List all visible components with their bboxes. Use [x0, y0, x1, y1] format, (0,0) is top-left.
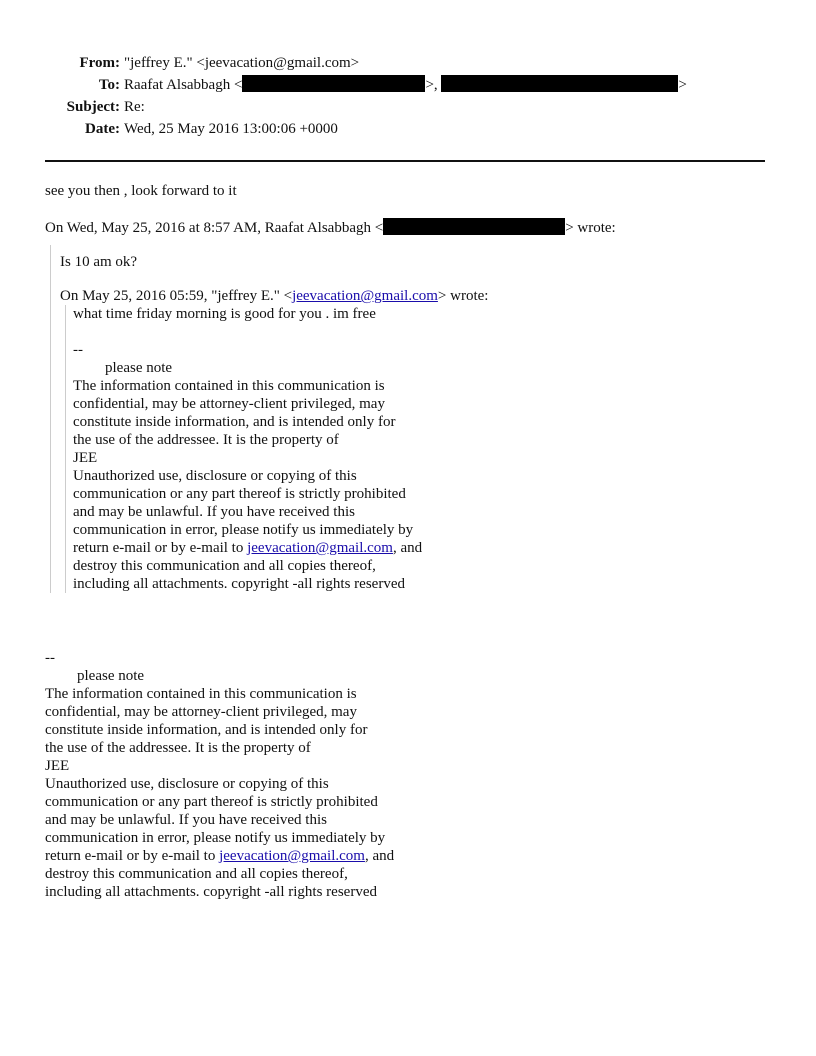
disclaimer-line: confidential, may be attorney-client privileged, may: [45, 704, 357, 720]
disclaimer-line: including all attachments. copyright -all rights reserved: [73, 576, 405, 592]
from-value: "jeffrey E." <jeevacation@gmail.com>: [124, 55, 360, 71]
to-value: [124, 74, 687, 96]
disclaimer-email-line: [45, 847, 775, 865]
header-divider: [45, 160, 765, 162]
disclaimer-line: and may be unlawful. If you have received this: [45, 812, 327, 828]
disclaimer-line: destroy this communication and all copies thereof,: [73, 558, 376, 574]
disclaimer-prefix: return e-mail or by e-mail to: [45, 848, 220, 864]
disclaimer-email-line: [73, 539, 775, 557]
reply-text: see you then , look forward to it: [45, 183, 237, 199]
disclaimer-suffix: , and: [364, 848, 395, 864]
disclaimer-line: constitute inside information, and is intended only for: [73, 414, 396, 430]
attribution-prefix: On May 25, 2016 05:59, "jeffrey E." <: [60, 288, 293, 304]
to-label: To:: [98, 77, 120, 93]
disclaimer-line: communication or any part thereof is strictly prohibited: [73, 486, 406, 502]
disclaimer-line: JEE: [73, 450, 98, 466]
disclaimer-line: Unauthorized use, disclosure or copying of this: [73, 468, 357, 484]
disclaimer-line: constitute inside information, and is intended only for: [45, 722, 368, 738]
disclaimer-line: Unauthorized use, disclosure or copying of this: [45, 776, 329, 792]
subject-value: Re:: [124, 99, 145, 115]
subject-row: [0, 96, 816, 118]
attribution-prefix: On Wed, May 25, 2016 at 8:57 AM, Raafat Alsabbagh <: [45, 220, 384, 236]
disclaimer-line: communication in error, please notify us immediately by: [73, 522, 414, 538]
disclaimer-line: including all attachments. copyright -all rights reserved: [45, 884, 377, 900]
date-row: [0, 118, 816, 140]
signature-dashes: --: [73, 342, 83, 358]
disclaimer-line: The information contained in this communication is: [73, 378, 385, 394]
disclaimer-line: communication in error, please notify us immediately by: [45, 830, 386, 846]
signature-note: please note: [77, 668, 145, 684]
signature-block: [73, 341, 775, 593]
disclaimer-line: The information contained in this communication is: [45, 686, 357, 702]
to-row: [0, 74, 816, 96]
signature-dashes: --: [45, 650, 55, 666]
disclaimer-suffix: , and: [392, 540, 423, 556]
quoted-text: what time friday morning is good for you . im free: [73, 306, 376, 322]
email-link[interactable]: jeevacation@gmail.com: [219, 848, 365, 864]
email-link[interactable]: jeevacation@gmail.com: [292, 288, 438, 304]
from-row: [0, 52, 816, 74]
disclaimer-line: confidential, may be attorney-client privileged, may: [73, 396, 385, 412]
quoted-message: [50, 245, 775, 593]
signature-note: please note: [105, 360, 173, 376]
quoted-text: Is 10 am ok?: [60, 254, 138, 270]
disclaimer-line: the use of the addressee. It is the property of: [45, 740, 311, 756]
disclaimer-line: destroy this communication and all copies thereof,: [45, 866, 348, 882]
redaction-box: [441, 75, 678, 92]
disclaimer-line: JEE: [45, 758, 70, 774]
signature-block: [45, 649, 775, 901]
from-label: From:: [79, 55, 120, 71]
attribution-line: [60, 287, 775, 305]
to-separator: >,: [425, 77, 442, 93]
email-body: [45, 182, 775, 901]
to-end: >: [678, 77, 687, 93]
email-link[interactable]: jeevacation@gmail.com: [247, 540, 393, 556]
disclaimer-prefix: return e-mail or by e-mail to: [73, 540, 248, 556]
disclaimer-line: the use of the addressee. It is the property of: [73, 432, 339, 448]
attribution-suffix: > wrote:: [565, 220, 616, 236]
disclaimer-line: and may be unlawful. If you have received this: [73, 504, 355, 520]
nested-quote: [65, 305, 775, 593]
attribution-line: [45, 218, 775, 237]
to-name: Raafat Alsabbagh <: [124, 77, 243, 93]
email-header: [0, 52, 816, 140]
date-label: Date:: [85, 121, 120, 137]
date-value: Wed, 25 May 2016 13:00:06 +0000: [124, 121, 338, 137]
subject-label: Subject:: [66, 99, 120, 115]
redaction-box: [242, 75, 425, 92]
redaction-box: [383, 218, 565, 235]
disclaimer-line: communication or any part thereof is strictly prohibited: [45, 794, 378, 810]
attribution-suffix: > wrote:: [437, 288, 489, 304]
